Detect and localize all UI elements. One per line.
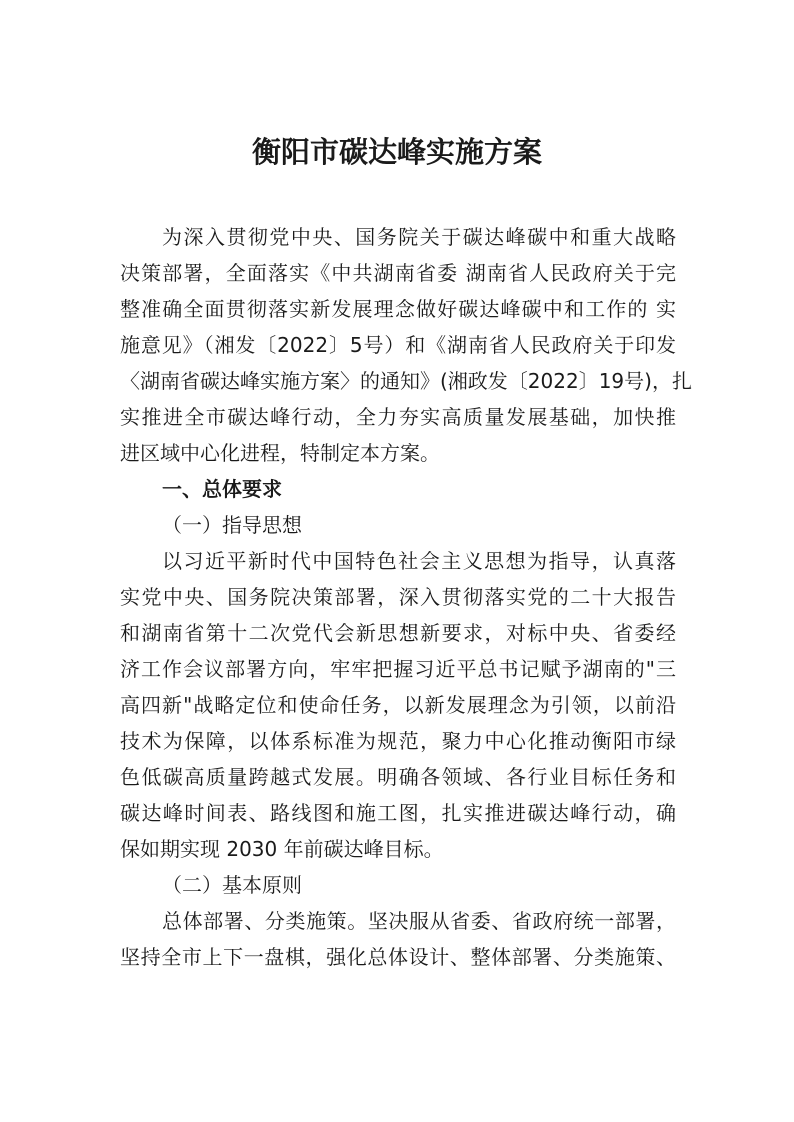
subsection-heading: （一）指导思想 [162, 513, 302, 537]
paragraph-line: 保如期实现 2030 年前碳达峰目标。 [120, 837, 444, 861]
paragraph-line: 实党中央、国务院决策部署，深入贯彻落实党的二十大报告 [120, 585, 676, 609]
section-heading: 一、总体要求 [162, 477, 282, 501]
paragraph-line: 济工作会议部署方向，牢牢把握习近平总书记赋予湖南的"三 [120, 657, 676, 681]
paragraph-line: 技术为保障，以体系标准为规范，聚力中心化推动衡阳市绿 [120, 729, 676, 753]
paragraph-line: 〈湖南省碳达峰实施方案〉的通知》(湘政发〔2022〕19号)，扎 [120, 369, 692, 393]
paragraph-line: 和湖南省第十二次党代会新思想新要求，对标中央、省委经 [120, 621, 676, 645]
paragraph-line: 为深入贯彻党中央、国务院关于碳达峰碳中和重大战略 [162, 225, 676, 249]
paragraph-line: 施意见》（湘发〔2022〕5号）和《湖南省人民政府关于印发 [120, 333, 676, 357]
paragraph-line: 以习近平新时代中国特色社会主义思想为指导，认真落 [162, 549, 676, 573]
paragraph-line: 色低碳高质量跨越式发展。明确各领域、各行业目标任务和 [120, 765, 676, 789]
paragraph-line: 进区域中心化进程，特制定本方案。 [120, 441, 440, 465]
paragraph-line: 总体部署、分类施策。坚决服从省委、省政府统一部署， [162, 909, 676, 933]
paragraph-line: 决策部署，全面落实《中共湖南省委 湖南省人民政府关于完 [120, 261, 676, 285]
paragraph-line: 整准确全面贯彻落实新发展理念做好碳达峰碳中和工作的 实 [120, 297, 676, 321]
paragraph-line: 高四新"战略定位和使命任务，以新发展理念为引领，以前沿 [120, 693, 676, 717]
paragraph-line: 碳达峰时间表、路线图和施工图，扎实推进碳达峰行动，确 [120, 801, 676, 825]
paragraph-line: 坚持全市上下一盘棋，强化总体设计、整体部署、分类施策、 [120, 945, 676, 969]
subsection-heading: （二）基本原则 [162, 873, 302, 897]
paragraph-line: 实推进全市碳达峰行动，全力夯实高质量发展基础，加快推 [120, 405, 676, 429]
document-title: 衡阳市碳达峰实施方案 [251, 135, 542, 169]
